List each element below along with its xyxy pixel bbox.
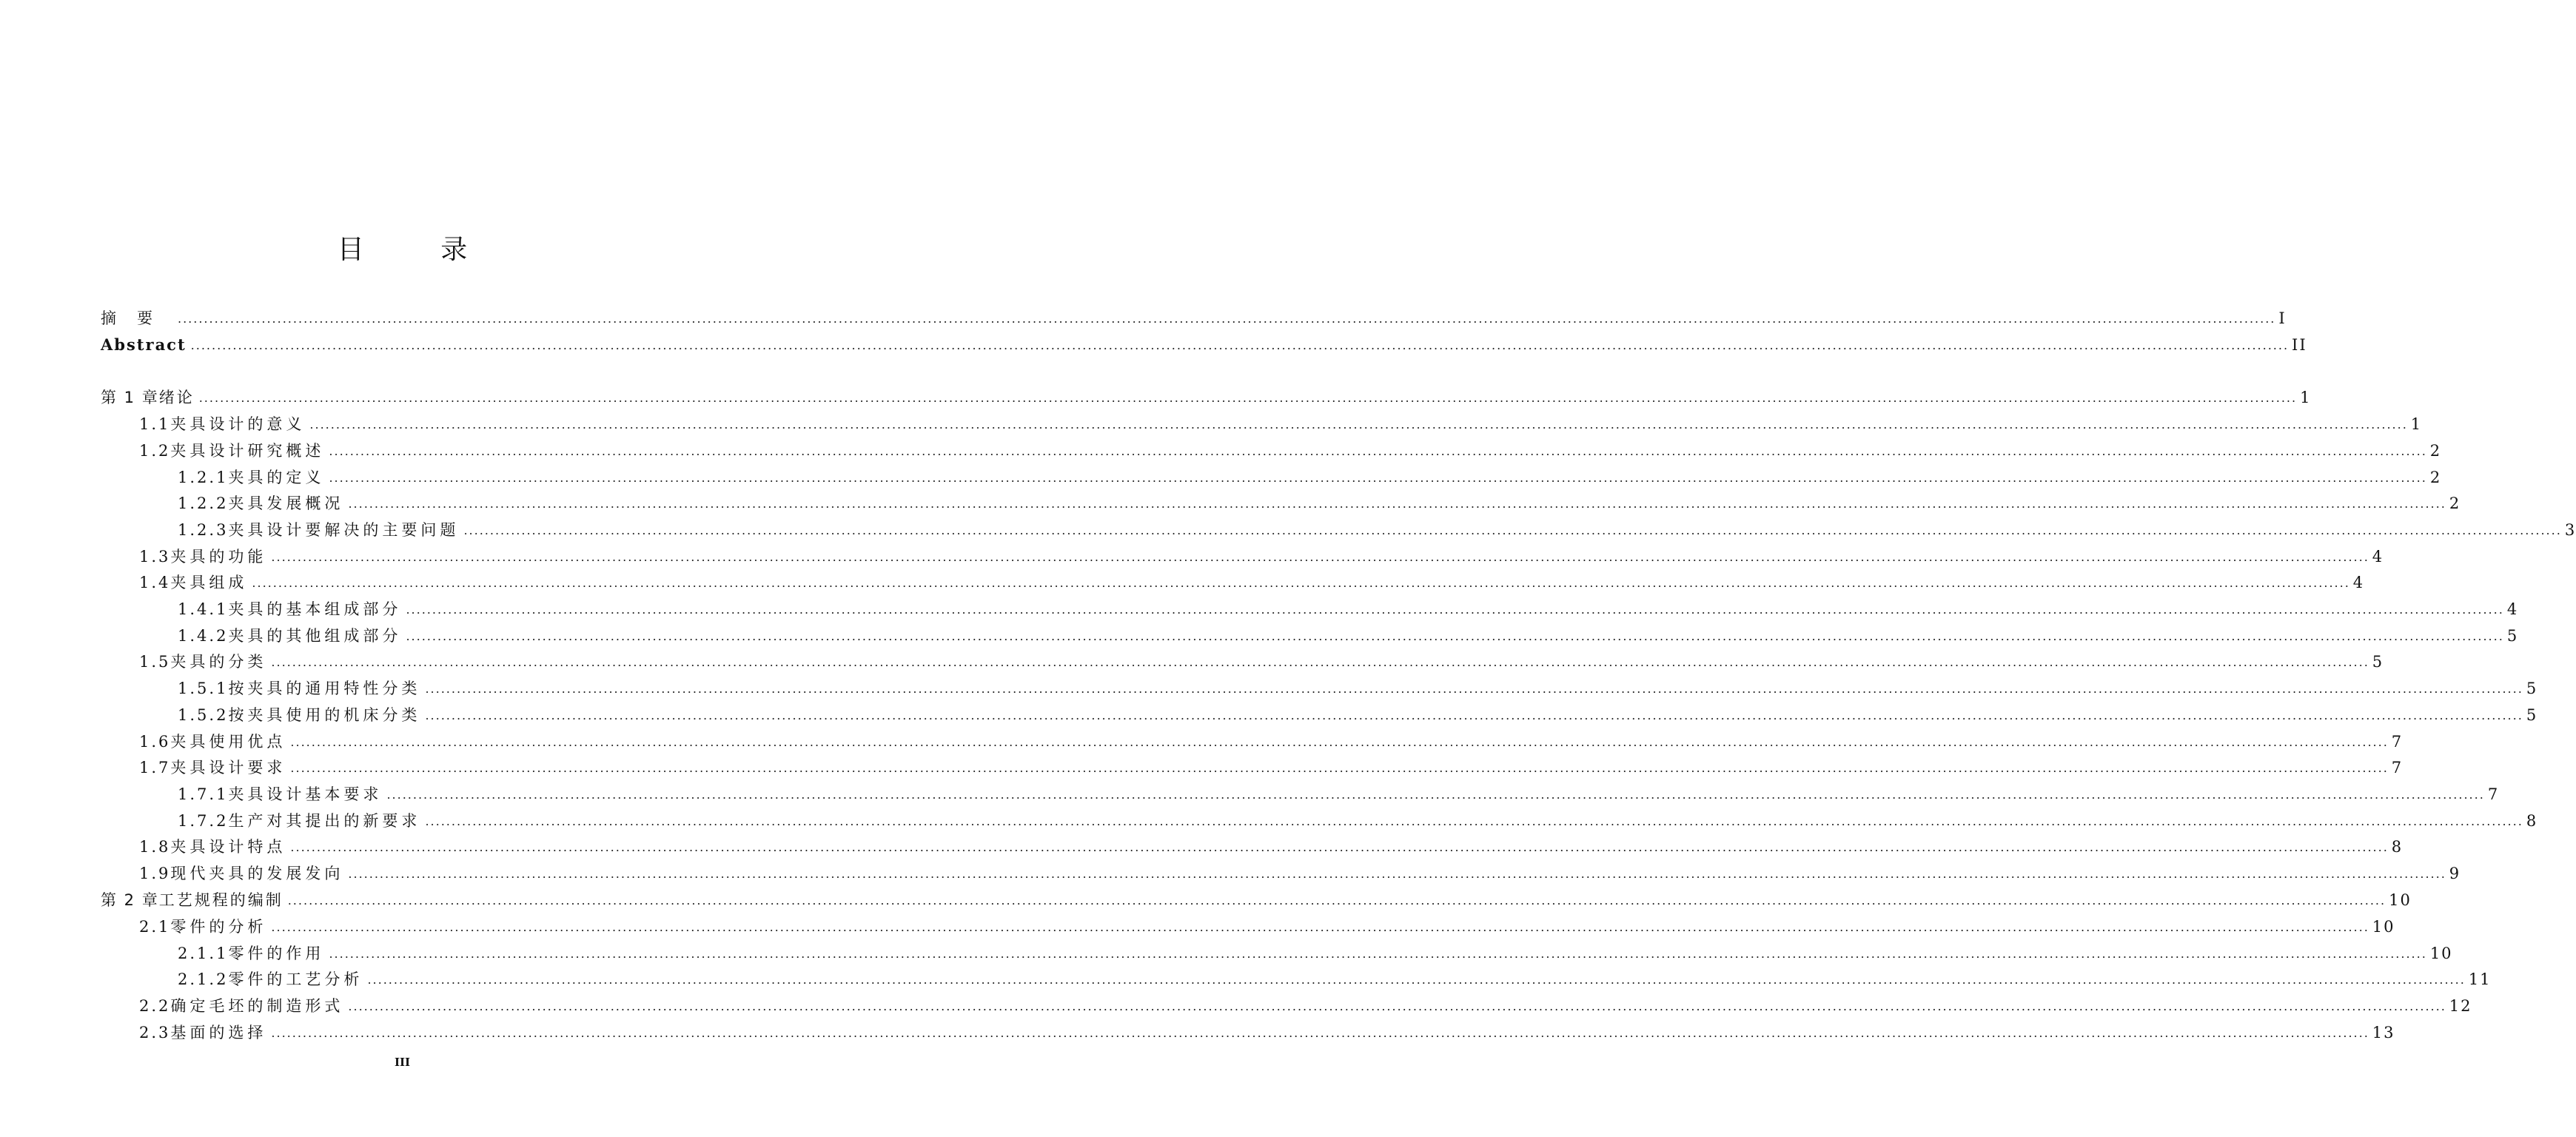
toc-entry-page: 11 bbox=[2468, 970, 2492, 988]
toc-entry[interactable] bbox=[139, 753, 2404, 778]
toc-entry-page: II bbox=[2292, 336, 2307, 354]
toc-entry[interactable] bbox=[139, 912, 2395, 937]
toc-leader-dots: ................................................................................................................................................................................................................................................................................................................................................................................................................ bbox=[287, 893, 2387, 908]
toc-entry-page: 10 bbox=[2429, 945, 2453, 962]
toc-entry[interactable] bbox=[139, 727, 2404, 752]
toc-leader-dots: ................................................................................................................................................................................................................................................................................................................................................................................................................ bbox=[271, 1026, 2369, 1040]
toc-entry-title: 现代夹具的发展发向 bbox=[170, 865, 344, 882]
toc-entry-page: 8 bbox=[2391, 838, 2404, 856]
toc-entry-page: 7 bbox=[2487, 785, 2500, 803]
toc-entry-page: 10 bbox=[2372, 918, 2395, 936]
toc-entry-number: 1.4 bbox=[139, 574, 171, 591]
toc-entry[interactable] bbox=[178, 489, 2461, 514]
toc-leader-dots: ................................................................................................................................................................................................................................................................................................................................................................................................................ bbox=[252, 576, 2350, 590]
toc-leader-dots: ................................................................................................................................................................................................................................................................................................................................................................................................................ bbox=[425, 814, 2523, 828]
toc-entry-title: 夹具发展概况 bbox=[228, 494, 344, 512]
toc-entry[interactable] bbox=[139, 859, 2461, 884]
toc-entry-number: 第 2 章 bbox=[101, 891, 159, 909]
toc-entry-title: 确定毛坯的制造形式 bbox=[170, 997, 344, 1015]
toc-entry-number: 1.5 bbox=[139, 653, 171, 671]
toc-entry-title: 基面的选择 bbox=[170, 1024, 267, 1042]
toc-entry-title: 按夹具使用的机床分类 bbox=[228, 706, 421, 724]
toc-entry-page: 2 bbox=[2429, 469, 2442, 486]
toc-entry-number: 1.6 bbox=[139, 733, 171, 751]
toc-entry[interactable] bbox=[178, 806, 2538, 831]
toc-entry-title: 绪论 bbox=[158, 389, 195, 406]
toc-entry-title: 夹具设计要求 bbox=[170, 759, 286, 777]
toc-entry-title: 生产对其提出的新要求 bbox=[228, 812, 421, 830]
toc-entry[interactable] bbox=[178, 965, 2492, 990]
toc-entry-title: 零件的作用 bbox=[228, 945, 325, 962]
toc-entry[interactable] bbox=[178, 779, 2500, 805]
toc-entry-number: 1.2.2 bbox=[178, 494, 229, 512]
toc-entry[interactable] bbox=[139, 409, 2423, 435]
toc-entry-number: 1.5.1 bbox=[178, 680, 229, 697]
toc-entry-number: 2.1.1 bbox=[178, 945, 229, 962]
toc-entry-page: 10 bbox=[2389, 891, 2412, 909]
toc-entry[interactable] bbox=[139, 568, 2365, 593]
toc-leader-dots: ................................................................................................................................................................................................................................................................................................................................................................................................................ bbox=[178, 312, 2276, 326]
toc-leader-dots: ................................................................................................................................................................................................................................................................................................................................................................................................................ bbox=[329, 471, 2427, 485]
toc-entry[interactable] bbox=[139, 542, 2384, 567]
toc-entry-number: 2.1 bbox=[139, 918, 171, 936]
toc-entry-number: 1.2 bbox=[139, 442, 171, 460]
toc-entry-title: 工艺规程的编制 bbox=[158, 891, 284, 909]
toc-entry-page: 5 bbox=[2526, 706, 2538, 724]
toc-leader-dots: ................................................................................................................................................................................................................................................................................................................................................................................................................ bbox=[348, 999, 2446, 1013]
toc-entry-page: 1 bbox=[2410, 415, 2423, 433]
toc-entry-number: 2.1.2 bbox=[178, 970, 229, 988]
toc-leader-dots: ................................................................................................................................................................................................................................................................................................................................................................................................................ bbox=[348, 867, 2446, 881]
toc-entry-number: 2.2 bbox=[139, 997, 171, 1015]
toc-leader-dots: ................................................................................................................................................................................................................................................................................................................................................................................................................ bbox=[271, 920, 2369, 934]
toc-entry-number: 1.7.1 bbox=[178, 785, 229, 803]
toc-entry-number: 1.9 bbox=[139, 865, 171, 882]
toc-entry-page: 3 bbox=[2564, 521, 2576, 539]
toc-leader-dots: ................................................................................................................................................................................................................................................................................................................................................................................................................ bbox=[348, 497, 2446, 511]
toc-entry-number: 1.1 bbox=[139, 415, 171, 433]
toc-entry[interactable] bbox=[178, 939, 2453, 964]
toc-leader-dots: ................................................................................................................................................................................................................................................................................................................................................................................................................ bbox=[367, 973, 2466, 987]
toc-entry-number: 1.4.1 bbox=[178, 600, 229, 618]
toc-entry-title: 夹具的其他组成部分 bbox=[228, 627, 402, 645]
toc-entry[interactable] bbox=[178, 515, 2576, 540]
toc-leader-dots: ................................................................................................................................................................................................................................................................................................................................................................................................................ bbox=[309, 417, 2408, 432]
toc-entry-title: 夹具设计基本要求 bbox=[228, 785, 383, 803]
toc-entry[interactable] bbox=[139, 436, 2442, 461]
toc-leader-dots: ................................................................................................................................................................................................................................................................................................................................................................................................................ bbox=[271, 550, 2369, 564]
toc-entry-title: 零件的分析 bbox=[170, 918, 267, 936]
toc-leader-dots: ................................................................................................................................................................................................................................................................................................................................................................................................................ bbox=[406, 603, 2504, 617]
toc-leader-dots: ................................................................................................................................................................................................................................................................................................................................................................................................................ bbox=[190, 338, 2290, 352]
toc-entry[interactable] bbox=[139, 832, 2404, 857]
toc-entry-page: 2 bbox=[2429, 442, 2442, 460]
toc-entry-title: 夹具的定义 bbox=[228, 469, 325, 486]
toc-entry-title: 夹具设计特点 bbox=[170, 838, 286, 856]
toc-entry-number: 第 1 章 bbox=[101, 389, 159, 406]
toc-entry[interactable] bbox=[178, 594, 2519, 620]
toc-leader-dots: ................................................................................................................................................................................................................................................................................................................................................................................................................ bbox=[425, 708, 2523, 722]
toc-entry-title: Abstract bbox=[101, 335, 187, 354]
toc-entry-page: 7 bbox=[2391, 759, 2404, 777]
toc-entry-title: 夹具使用优点 bbox=[170, 733, 286, 751]
toc-leader-dots: ................................................................................................................................................................................................................................................................................................................................................................................................................ bbox=[386, 788, 2485, 802]
toc-entry-number: 1.5.2 bbox=[178, 706, 229, 724]
toc-entry-title: 夹具的基本组成部分 bbox=[228, 600, 402, 618]
toc-leader-dots: ................................................................................................................................................................................................................................................................................................................................................................................................................ bbox=[329, 947, 2427, 961]
toc-entry-page: 1 bbox=[2300, 389, 2312, 406]
toc-entry-title: 按夹具的通用特性分类 bbox=[228, 680, 421, 697]
toc-entry-title: 夹具设计要解决的主要问题 bbox=[228, 521, 460, 539]
toc-entry-title: 夹具的功能 bbox=[170, 548, 267, 566]
toc-entry[interactable] bbox=[139, 647, 2384, 672]
toc-entry[interactable] bbox=[139, 991, 2472, 1016]
toc-entry[interactable] bbox=[101, 885, 2412, 910]
toc-entry-title: 夹具设计研究概述 bbox=[170, 442, 325, 460]
toc-entry-page: 5 bbox=[2372, 653, 2384, 671]
toc-entry[interactable] bbox=[101, 303, 2287, 329]
toc-leader-dots: ................................................................................................................................................................................................................................................................................................................................................................................................................ bbox=[329, 444, 2427, 458]
toc-entry[interactable] bbox=[178, 621, 2519, 646]
toc-entry-title: 夹具设计的意义 bbox=[170, 415, 306, 433]
toc-entry-page: 9 bbox=[2449, 865, 2461, 882]
page-number: III bbox=[394, 1056, 411, 1069]
toc-entry-page: 4 bbox=[2506, 600, 2519, 618]
toc-entry[interactable] bbox=[178, 700, 2538, 725]
toc-leader-dots: ................................................................................................................................................................................................................................................................................................................................................................................................................ bbox=[463, 523, 2562, 537]
toc-entry-page: 4 bbox=[2352, 574, 2365, 591]
toc-leader-dots: ................................................................................................................................................................................................................................................................................................................................................................................................................ bbox=[290, 761, 2389, 775]
toc-entry-title: 零件的工艺分析 bbox=[228, 970, 363, 988]
toc-entry-page: 12 bbox=[2449, 997, 2472, 1015]
toc-entry-page: 7 bbox=[2391, 733, 2404, 751]
toc-entry-title: 夹具组成 bbox=[170, 574, 248, 591]
toc-entry-title: 夹具的分类 bbox=[170, 653, 267, 671]
toc-entry-page: 5 bbox=[2506, 627, 2519, 645]
toc-entry-number: 2.3 bbox=[139, 1024, 171, 1042]
toc-leader-dots: ................................................................................................................................................................................................................................................................................................................................................................................................................ bbox=[290, 735, 2389, 749]
toc-entry-number: 1.2.3 bbox=[178, 521, 229, 539]
toc-leader-dots: ................................................................................................................................................................................................................................................................................................................................................................................................................ bbox=[425, 682, 2523, 696]
toc-entry-number: 1.7 bbox=[139, 759, 171, 777]
toc-entry-page: 5 bbox=[2526, 680, 2538, 697]
toc-entry[interactable] bbox=[178, 463, 2442, 488]
toc-entry[interactable] bbox=[101, 330, 2307, 355]
toc-entry-page: 4 bbox=[2372, 548, 2384, 566]
toc-entry-number: 1.2.1 bbox=[178, 469, 229, 486]
toc-leader-dots: ................................................................................................................................................................................................................................................................................................................................................................................................................ bbox=[271, 655, 2369, 669]
toc-leader-dots: ................................................................................................................................................................................................................................................................................................................................................................................................................ bbox=[406, 629, 2504, 643]
toc-entry-page: 2 bbox=[2449, 494, 2461, 512]
toc-entry-number: 1.8 bbox=[139, 838, 171, 856]
toc-entry-number: 1.7.2 bbox=[178, 812, 229, 830]
toc-entry-title: 摘要 bbox=[101, 309, 173, 327]
toc-entry-number: 1.4.2 bbox=[178, 627, 229, 645]
page-title: 目 录 bbox=[337, 235, 502, 265]
toc-entry[interactable] bbox=[101, 383, 2312, 408]
toc-entry-page: 8 bbox=[2526, 812, 2538, 830]
toc-entry-page: I bbox=[2278, 309, 2287, 327]
toc-entry-page: 13 bbox=[2372, 1024, 2395, 1042]
toc-leader-dots: ................................................................................................................................................................................................................................................................................................................................................................................................................ bbox=[198, 391, 2298, 405]
toc-entry[interactable] bbox=[139, 1018, 2395, 1043]
toc-entry-number: 1.3 bbox=[139, 548, 171, 566]
toc-leader-dots: ................................................................................................................................................................................................................................................................................................................................................................................................................ bbox=[290, 840, 2389, 854]
toc-entry[interactable] bbox=[178, 674, 2538, 699]
